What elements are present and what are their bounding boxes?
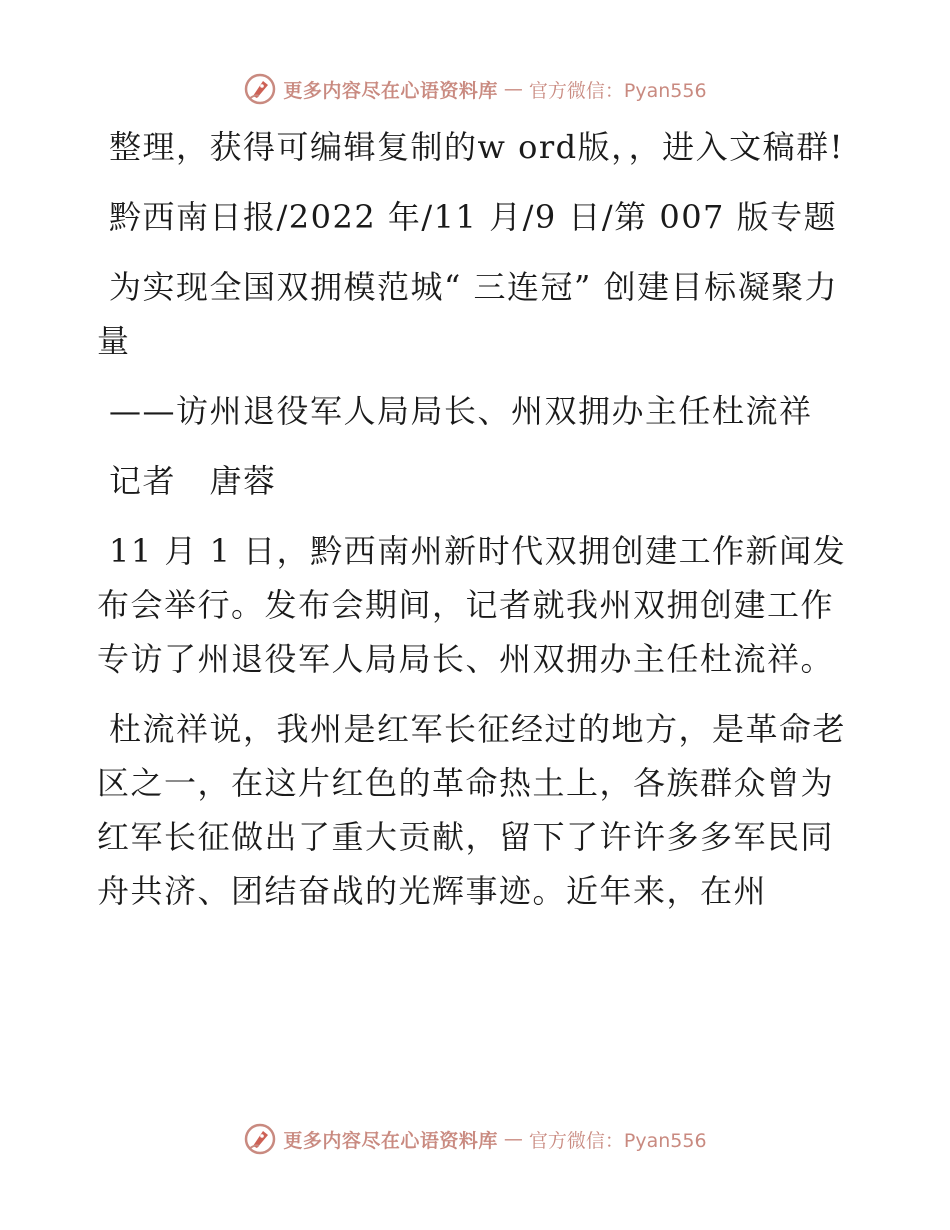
watermark-text: 更多内容尽在心语资料库 [283, 79, 498, 102]
document-body [97, 120, 853, 934]
article-title: 为实现全国双拥模范城“ 三连冠” 创建目标凝聚力量 [97, 268, 839, 360]
intro-paragraph: 整理，获得可编辑复制的w ord版，，进入文稿群! [109, 128, 844, 166]
watermark-separator: — [503, 78, 523, 100]
footer-watermark [0, 1122, 950, 1156]
watermark-separator: — [503, 1128, 523, 1150]
pen-nib-logo-icon [243, 72, 277, 106]
body-paragraph: 11 月 1 日，黔西南州新时代双拥创建工作新闻发布会举行。发布会期间，记者就我州双拥创建工作专访了州退役军人局局长、州双拥办主任杜流祥。 [97, 532, 847, 678]
pen-nib-logo-icon [243, 1122, 277, 1156]
header-watermark [0, 72, 950, 106]
body-paragraph: 杜流祥说，我州是红军长征经过的地方，是革命老区之一，在这片红色的革命热土上，各族群众曾为红军长征做出了重大贡献，留下了许许多多军民同舟共济、团结奋战的光辉事迹。近年来，在州 [97, 710, 847, 910]
watermark-contact: 官方微信：Pyan556 [528, 79, 707, 102]
article-subtitle: ——访州退役军人局局长、州双拥办主任杜流祥 [109, 392, 813, 430]
watermark-text: 更多内容尽在心语资料库 [283, 1129, 498, 1152]
byline: 记者 唐蓉 [109, 462, 277, 500]
watermark-contact: 官方微信：Pyan556 [528, 1129, 707, 1152]
source-line: 黔西南日报/2022 年/11 月/9 日/第 007 版专题 [109, 198, 838, 236]
